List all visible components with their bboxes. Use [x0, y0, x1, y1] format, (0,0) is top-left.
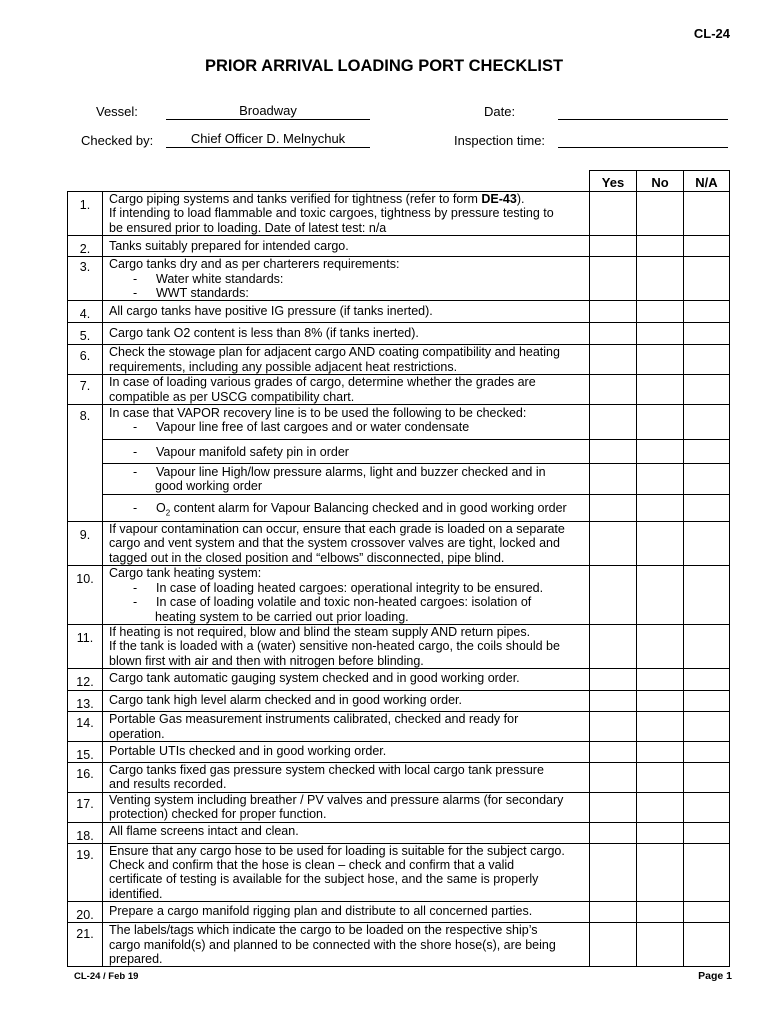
no-checkbox[interactable] [637, 902, 684, 923]
na-checkbox[interactable] [684, 762, 730, 792]
item-text-line: certificate of testing is available for the subject hose, and the same is properly [109, 872, 539, 887]
sub-item-text: content alarm for Vapour Balancing checked and in good working order [170, 501, 567, 516]
dash: - [133, 501, 138, 516]
yes-checkbox[interactable] [590, 464, 637, 495]
table-row [68, 495, 730, 522]
checked-by-label: Checked by: [81, 133, 154, 148]
no-checkbox[interactable] [637, 323, 684, 345]
table-row [68, 440, 730, 464]
table-row [68, 792, 730, 822]
item-number: 17. [68, 792, 103, 822]
item-text-line: If vapour contamination can occur, ensure that each grade is loaded on a separate [109, 522, 565, 537]
dash: - [133, 445, 138, 460]
item-text: Cargo tank O2 content is less than 8% (if tanks inerted). [103, 323, 590, 345]
inspection-time-label: Inspection time: [454, 133, 546, 148]
na-checkbox[interactable] [684, 741, 730, 762]
item-number: 10. [68, 566, 103, 625]
inspection-time-field[interactable] [558, 132, 728, 148]
table-row [68, 192, 730, 236]
item-number: 19. [68, 843, 103, 902]
item-text [103, 762, 590, 792]
no-checkbox[interactable] [637, 923, 684, 967]
item-text [103, 843, 590, 902]
item-text-part: ). [516, 192, 525, 206]
item-number: 21. [68, 923, 103, 967]
vessel-field[interactable]: Broadway [166, 104, 370, 120]
no-checkbox[interactable] [637, 464, 684, 495]
no-checkbox[interactable] [637, 522, 684, 566]
dash: - [133, 420, 138, 435]
na-checkbox[interactable] [684, 669, 730, 691]
item-text [103, 923, 590, 967]
no-checkbox[interactable] [637, 375, 684, 405]
item-text: All flame screens intact and clean. [103, 822, 590, 843]
na-checkbox[interactable] [684, 464, 730, 495]
item-text-line: If heating is not required, blow and blind the steam supply AND return pipes. [109, 624, 531, 639]
table-row [68, 236, 730, 257]
date-field[interactable] [558, 104, 728, 120]
item-number: 8. [68, 405, 103, 522]
item-text [103, 566, 590, 625]
yes-checkbox[interactable] [590, 741, 637, 762]
no-checkbox[interactable] [637, 301, 684, 323]
no-checkbox[interactable] [637, 495, 684, 522]
subscript: 2 [165, 508, 171, 518]
sub-item-text: Water white standards: [156, 271, 284, 286]
table-row [68, 345, 730, 375]
item-text [103, 192, 590, 236]
yes-checkbox[interactable] [590, 624, 637, 668]
no-checkbox[interactable] [637, 566, 684, 625]
yes-checkbox[interactable] [590, 345, 637, 375]
na-checkbox[interactable] [684, 257, 730, 301]
sub-item-text: In case of loading volatile and toxic non-heated cargoes: isolation of [156, 595, 532, 610]
item-text-line: cargo manifold(s) and planned to be connected with the shore hose(s), are being [109, 937, 556, 952]
item-text [103, 495, 590, 522]
item-text-line: Cargo tank heating system: [109, 566, 262, 581]
item-text-line: Portable Gas measurement instruments calibrated, checked and ready for [109, 712, 519, 727]
item-number: 5. [68, 323, 103, 345]
yes-checkbox[interactable] [590, 762, 637, 792]
table-row [68, 822, 730, 843]
item-text-line: protection) checked for proper function. [109, 807, 327, 822]
item-text-line: Ensure that any cargo hose to be used for loading is suitable for the subject cargo. [109, 843, 565, 858]
table-row [68, 464, 730, 495]
sub-item-text: In case of loading heated cargoes: operational integrity to be ensured. [156, 580, 544, 595]
item-number: 12. [68, 669, 103, 691]
no-checkbox[interactable] [637, 822, 684, 843]
item-text [103, 375, 590, 405]
table-row [68, 669, 730, 691]
item-number: 13. [68, 691, 103, 712]
item-number: 9. [68, 522, 103, 566]
table-row [68, 405, 730, 440]
yes-checkbox[interactable] [590, 375, 637, 405]
yes-checkbox[interactable] [590, 440, 637, 464]
item-number: 1. [68, 192, 103, 236]
dash: - [133, 595, 138, 610]
no-checkbox[interactable] [637, 405, 684, 440]
form-reference: DE-43 [481, 192, 517, 206]
sub-item-text: WWT standards: [156, 286, 249, 301]
table-row [68, 902, 730, 923]
table-row [68, 923, 730, 967]
item-number: 14. [68, 712, 103, 742]
table-row [68, 301, 730, 323]
item-text [103, 405, 590, 440]
no-checkbox[interactable] [637, 257, 684, 301]
item-number: 11. [68, 624, 103, 668]
item-text [103, 712, 590, 742]
no-checkbox[interactable] [637, 624, 684, 668]
item-number: 18. [68, 822, 103, 843]
item-number: 20. [68, 902, 103, 923]
table-row [68, 691, 730, 712]
item-text-line: operation. [109, 726, 165, 741]
item-text-line: Cargo tanks fixed gas pressure system checked with local cargo tank pressure [109, 762, 544, 777]
answer-column-headers [589, 170, 730, 192]
item-text-line: be ensured prior to loading. Date of latest test: n/a [109, 220, 387, 235]
item-text-line: requirements, including any possible adjacent heat restrictions. [109, 359, 458, 374]
table-row [68, 323, 730, 345]
no-checkbox[interactable] [637, 741, 684, 762]
na-checkbox[interactable] [684, 375, 730, 405]
yes-checkbox[interactable] [590, 792, 637, 822]
item-text-line: tagged out in the closed position and “elbows” disconnected, pipe blind. [109, 550, 505, 565]
no-column-header: No [637, 171, 684, 192]
item-text: Prepare a cargo manifold rigging plan and distribute to all concerned parties. [103, 902, 590, 923]
item-text: Portable UTIs checked and in good working order. [103, 741, 590, 762]
yes-checkbox[interactable] [590, 257, 637, 301]
na-checkbox[interactable] [684, 301, 730, 323]
item-number: 15. [68, 741, 103, 762]
yes-checkbox[interactable] [590, 323, 637, 345]
yes-checkbox[interactable] [590, 822, 637, 843]
na-column-header: N/A [684, 171, 730, 192]
footer-page-number: Page 1 [698, 970, 732, 982]
page-title: PRIOR ARRIVAL LOADING PORT CHECKLIST [204, 57, 564, 75]
yes-checkbox[interactable] [590, 923, 637, 967]
na-checkbox[interactable] [684, 822, 730, 843]
na-checkbox[interactable] [684, 792, 730, 822]
na-checkbox[interactable] [684, 843, 730, 902]
item-text-line: and results recorded. [109, 777, 227, 792]
dash: - [133, 465, 138, 480]
na-checkbox[interactable] [684, 495, 730, 522]
item-text [103, 624, 590, 668]
yes-checkbox[interactable] [590, 405, 637, 440]
item-text-line: In case of loading various grades of cargo, determine whether the grades are [109, 375, 536, 390]
no-checkbox[interactable] [637, 691, 684, 712]
na-checkbox[interactable] [684, 624, 730, 668]
item-text-part: Cargo piping systems and tanks verified for tightness (refer to form [109, 192, 482, 206]
no-checkbox[interactable] [637, 792, 684, 822]
sub-item-text: Vapour manifold safety pin in order [156, 445, 349, 460]
table-row [68, 712, 730, 742]
table-row [68, 522, 730, 566]
na-checkbox[interactable] [684, 345, 730, 375]
date-label: Date: [484, 104, 516, 119]
item-text-line: prepared. [109, 952, 163, 966]
dash: - [133, 286, 138, 301]
yes-checkbox[interactable] [590, 691, 637, 712]
no-checkbox[interactable] [637, 762, 684, 792]
table-row [68, 843, 730, 902]
na-checkbox[interactable] [684, 323, 730, 345]
dash: - [133, 580, 138, 595]
sub-item-text: good working order [155, 479, 263, 494]
item-number: 6. [68, 345, 103, 375]
yes-checkbox[interactable] [590, 902, 637, 923]
yes-checkbox[interactable] [590, 495, 637, 522]
form-code: CL-24 [693, 26, 730, 41]
yes-checkbox[interactable] [590, 843, 637, 902]
item-number: 2. [68, 236, 103, 257]
item-text [103, 345, 590, 375]
item-text [103, 440, 590, 464]
item-text [103, 522, 590, 566]
item-text: Cargo tank automatic gauging system checked and in good working order. [103, 669, 590, 691]
sub-item-text: Vapour line free of last cargoes and or water condensate [156, 420, 470, 435]
table-row [68, 624, 730, 668]
item-text: All cargo tanks have positive IG pressure (if tanks inerted). [103, 301, 590, 323]
sub-item-text: heating system to be carried out prior loading. [155, 609, 409, 624]
na-checkbox[interactable] [684, 902, 730, 923]
item-text: Cargo tank high level alarm checked and in good working order. [103, 691, 590, 712]
no-checkbox[interactable] [637, 345, 684, 375]
no-checkbox[interactable] [637, 236, 684, 257]
table-row [68, 741, 730, 762]
na-checkbox[interactable] [684, 923, 730, 967]
item-text-line: Check the stowage plan for adjacent cargo AND coating compatibility and heating [109, 345, 560, 360]
na-checkbox[interactable] [684, 440, 730, 464]
item-text: Tanks suitably prepared for intended cargo. [103, 236, 590, 257]
yes-checkbox[interactable] [590, 566, 637, 625]
item-text [103, 257, 590, 301]
item-text-line: cargo and vent system and that the system crossover valves are tight, locked and [109, 536, 560, 551]
item-number: 7. [68, 375, 103, 405]
no-checkbox[interactable] [637, 669, 684, 691]
item-text-line: Venting system including breather / PV valves and pressure alarms (for secondary [109, 792, 564, 807]
yes-checkbox[interactable] [590, 712, 637, 742]
na-checkbox[interactable] [684, 192, 730, 236]
table-row [68, 762, 730, 792]
item-text-line: compatible as per USCG compatibility chart. [109, 389, 355, 404]
na-checkbox[interactable] [684, 522, 730, 566]
item-number: 4. [68, 301, 103, 323]
yes-checkbox[interactable] [590, 669, 637, 691]
item-text-line: If intending to load flammable and toxic cargoes, tightness by pressure testing to [109, 206, 554, 221]
item-text [103, 464, 590, 495]
no-checkbox[interactable] [637, 712, 684, 742]
checklist-table [67, 191, 730, 967]
sub-item-text: O [156, 501, 166, 516]
item-text-line: Check and confirm that the hose is clean – check and confirm that a valid [109, 857, 515, 872]
item-text-line: If the tank is loaded with a (water) sensitive non-heated cargo, the coils should be [109, 639, 560, 654]
vessel-label: Vessel: [96, 104, 138, 119]
item-number: 16. [68, 762, 103, 792]
na-checkbox[interactable] [684, 566, 730, 625]
yes-checkbox[interactable] [590, 192, 637, 236]
item-text-line: identified. [109, 886, 163, 901]
table-row [68, 375, 730, 405]
na-checkbox[interactable] [684, 236, 730, 257]
na-checkbox[interactable] [684, 691, 730, 712]
na-checkbox[interactable] [684, 712, 730, 742]
item-number: 3. [68, 257, 103, 301]
checked-by-field[interactable]: Chief Officer D. Melnychuk [166, 132, 370, 148]
yes-checkbox[interactable] [590, 236, 637, 257]
dash: - [133, 271, 138, 286]
no-checkbox[interactable] [637, 192, 684, 236]
no-checkbox[interactable] [637, 440, 684, 464]
yes-checkbox[interactable] [590, 301, 637, 323]
na-checkbox[interactable] [684, 405, 730, 440]
item-text-line: Cargo tanks dry and as per charterers requirements: [109, 257, 400, 272]
item-text-line: In case that VAPOR recovery line is to be used the following to be checked: [109, 406, 527, 421]
sub-item-text: Vapour line High/low pressure alarms, light and buzzer checked and in [156, 465, 546, 480]
item-text-line: The labels/tags which indicate the cargo to be loaded on the respective ship’s [109, 923, 538, 938]
table-row [68, 257, 730, 301]
footer-revision: CL-24 / Feb 19 [74, 971, 139, 982]
table-row [68, 566, 730, 625]
item-text-line: blown first with air and then with nitrogen before blinding. [109, 653, 424, 668]
yes-column-header: Yes [590, 171, 637, 192]
yes-checkbox[interactable] [590, 522, 637, 566]
item-text [103, 792, 590, 822]
no-checkbox[interactable] [637, 843, 684, 902]
